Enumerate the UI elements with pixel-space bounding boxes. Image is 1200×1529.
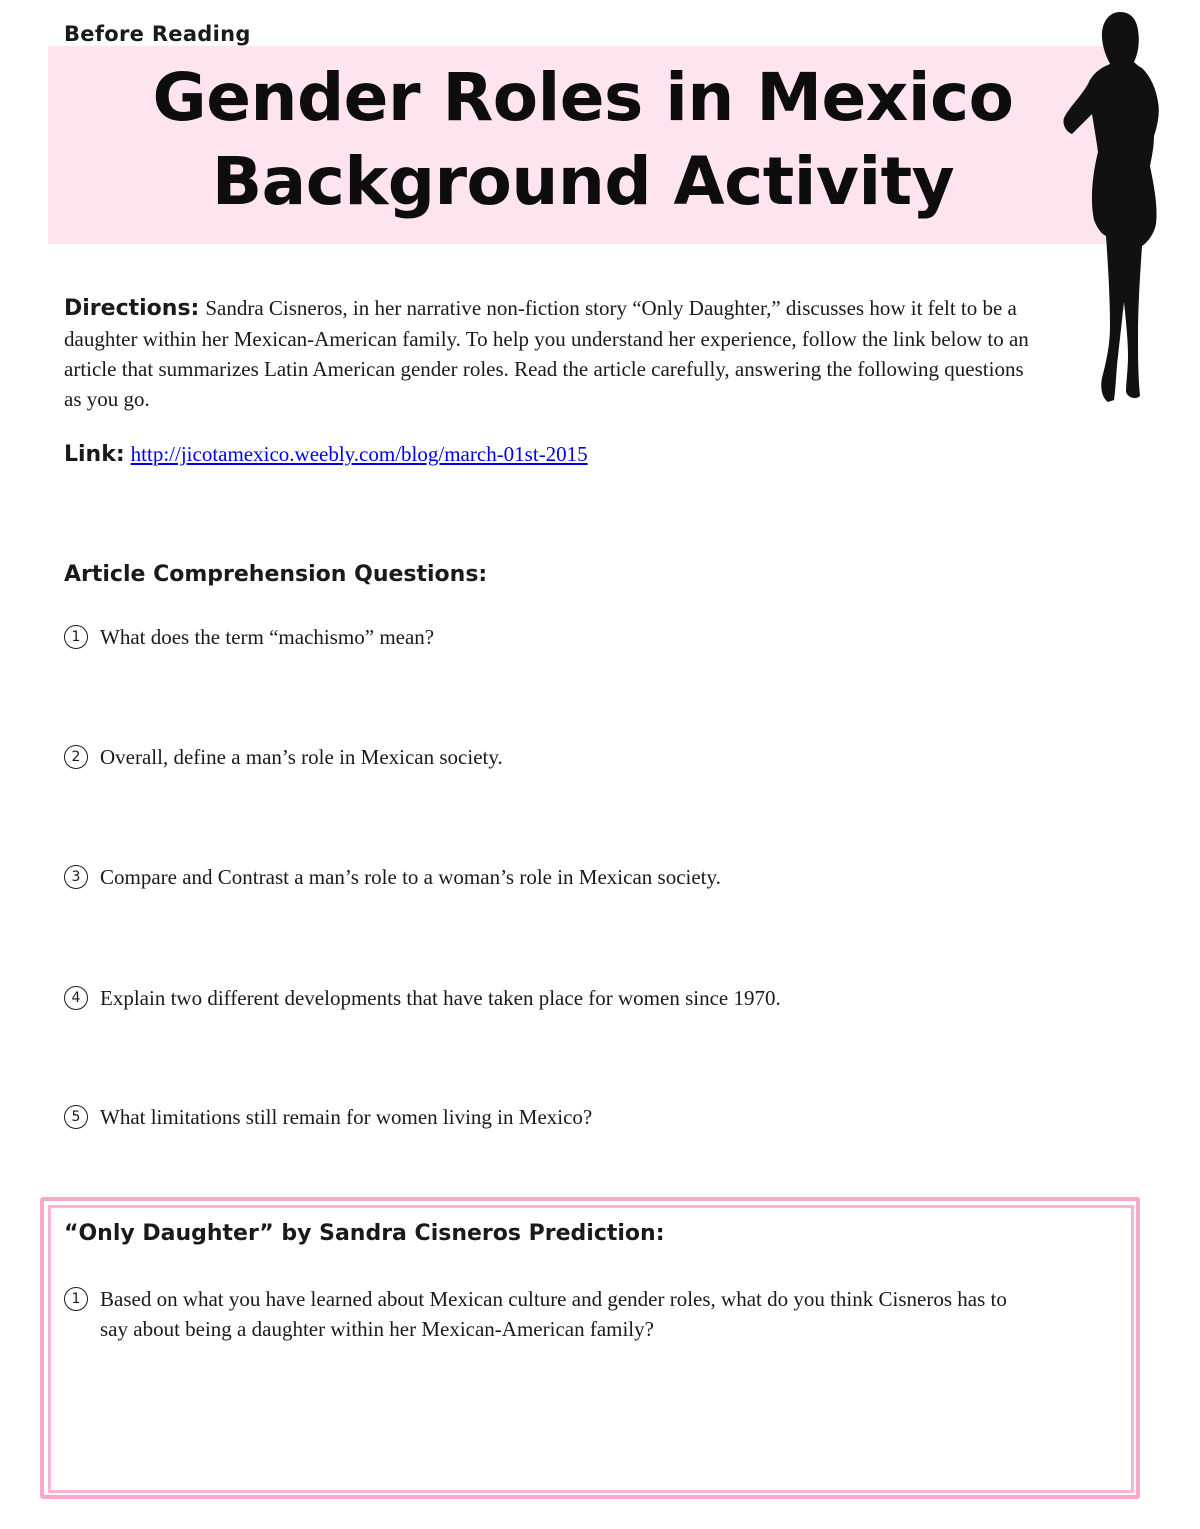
question-text: Explain two different developments that have taken place for women since 1970.: [100, 986, 781, 1010]
prediction-heading: “Only Daughter” by Sandra Cisneros Prediction:: [64, 1221, 665, 1246]
article-link[interactable]: http://jicotamexico.weebly.com/blog/march-01st-2015: [130, 442, 588, 466]
question-text: What limitations still remain for women living in Mexico?: [100, 1105, 593, 1129]
question-text: Based on what you have learned about Mexican culture and gender roles, what do you think Cisneros has to say about being a daughter within her Mexican-American family?: [100, 1287, 1007, 1341]
question-number: 5: [64, 1105, 88, 1129]
woman-silhouette-icon: [1050, 6, 1170, 408]
question-number: 1: [64, 625, 88, 649]
question-text: What does the term “machismo” mean?: [100, 625, 435, 649]
link-label: Link:: [64, 442, 125, 467]
question-item: [64, 622, 434, 652]
title-line-1: Gender Roles in Mexico: [152, 59, 1014, 136]
question-item: [64, 862, 721, 892]
title-line-2: Background Activity: [211, 143, 955, 220]
question-item: [64, 1102, 592, 1132]
section-label: Before Reading: [64, 22, 251, 46]
directions-paragraph: [64, 293, 1044, 414]
directions-text: Sandra Cisneros, in her narrative non-fiction story “Only Daughter,” discusses how it felt to be a daughter within her Mexican-American family. To help you understand her experience, follow the link below to an article that summarizes Latin American gender roles. Read the article carefully, answering the following questions as you go.: [64, 296, 1029, 411]
link-line: [64, 442, 588, 467]
question-number: 3: [64, 865, 88, 889]
directions-label: Directions:: [64, 296, 200, 321]
prediction-box-inner-border: [48, 1205, 1134, 1493]
question-number: 2: [64, 745, 88, 769]
page-title: [48, 56, 1118, 224]
comprehension-heading: Article Comprehension Questions:: [64, 562, 488, 587]
question-text: Overall, define a man’s role in Mexican society.: [100, 745, 503, 769]
question-text: Compare and Contrast a man’s role to a woman’s role in Mexican society.: [100, 865, 721, 889]
question-item: [64, 742, 503, 772]
question-number: 1: [64, 1287, 88, 1311]
question-number: 4: [64, 986, 88, 1010]
prediction-question: [64, 1284, 1040, 1344]
question-item: [64, 983, 781, 1013]
